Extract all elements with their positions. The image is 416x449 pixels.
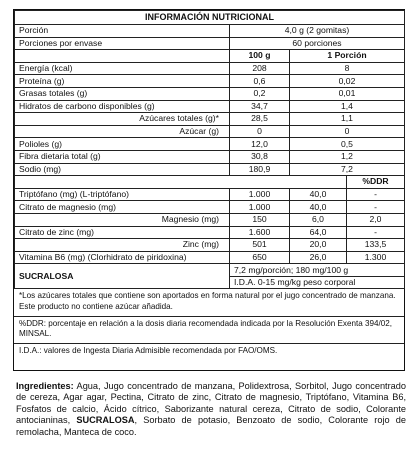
supplement-name: Vitamina B6 (mg) (Clorhidrato de piridoxina) — [15, 251, 230, 264]
ddr-spacer — [230, 176, 290, 189]
value-portion: 8 — [290, 62, 405, 75]
value-100g: 1.000 — [230, 201, 290, 214]
value-100g: 34,7 — [230, 100, 290, 113]
ingredients-sucralosa: SUCRALOSA — [76, 415, 135, 426]
nutrient-row — [15, 75, 405, 88]
nutrition-table — [14, 10, 405, 289]
value-portion: 20,0 — [290, 239, 347, 252]
value-100g: 12,0 — [230, 138, 290, 151]
value-100g: 0,2 — [230, 87, 290, 100]
value-ddr: 1.300 — [347, 251, 405, 264]
value-portion: 64,0 — [290, 226, 347, 239]
nutrient-name: Energía (kcal) — [15, 62, 230, 75]
value-portion: 1,4 — [290, 100, 405, 113]
value-ddr: 133,5 — [347, 239, 405, 252]
value-100g: 1.000 — [230, 188, 290, 201]
value-portion: 0,02 — [290, 75, 405, 88]
supplement-name: Magnesio (mg) — [15, 213, 230, 226]
value-portion: 1,2 — [290, 150, 405, 163]
value-100g: 150 — [230, 213, 290, 226]
value-100g: 30,8 — [230, 150, 290, 163]
ddr-spacer — [15, 176, 230, 189]
supplement-row — [15, 213, 405, 226]
nutrient-name: Azúcares totales (g)* — [15, 113, 230, 126]
footnotes — [14, 289, 404, 356]
value-ddr: - — [347, 188, 405, 201]
value-portion: 7,2 — [290, 163, 405, 176]
ddr-spacer — [290, 176, 347, 189]
sucralosa-value-1: 7,2 mg/porción; 180 mg/100 g — [230, 264, 405, 277]
note-ddr: %DDR: porcentaje en relación a la dosis diaria recomendada indicada por la Resolución Exenta 394/02, MINSAL. — [19, 318, 392, 339]
value-portion: 1,1 — [290, 113, 405, 126]
header-100g: 100 g — [230, 50, 290, 63]
note-sugars: *Los azúcares totales que contiene son aportados en forma natural por el jugo concentrado de manzana. Este producto no contiene azúcar añadida. — [19, 291, 396, 312]
header-portion: 1 Porción — [290, 50, 405, 63]
portions-label: Porciones por envase — [15, 37, 230, 50]
nutrient-name: Grasas totales (g) — [15, 87, 230, 100]
nutrient-row — [15, 125, 405, 138]
ddr-header: %DDR — [347, 176, 405, 189]
value-portion: 0,01 — [290, 87, 405, 100]
nutrient-row — [15, 87, 405, 100]
nutrition-facts-table — [13, 9, 405, 371]
nutrient-name: Hidratos de carbono disponibles (g) — [15, 100, 230, 113]
portion-value: 4,0 g (2 gomitas) — [230, 25, 405, 38]
nutrient-name: Proteína (g) — [15, 75, 230, 88]
value-portion: 26,0 — [290, 251, 347, 264]
table-title: INFORMACIÓN NUTRICIONAL — [15, 11, 405, 25]
nutrient-name: Polioles (g) — [15, 138, 230, 151]
value-portion: 40,0 — [290, 188, 347, 201]
nutrient-row — [15, 113, 405, 126]
value-100g: 501 — [230, 239, 290, 252]
nutrient-name: Sodio (mg) — [15, 163, 230, 176]
value-100g: 28,5 — [230, 113, 290, 126]
value-ddr: 2,0 — [347, 213, 405, 226]
nutrient-row — [15, 163, 405, 176]
portion-label: Porción — [15, 25, 230, 38]
header-empty — [15, 50, 230, 63]
supplement-name: Triptófano (mg) (L-triptófano) — [15, 188, 230, 201]
value-100g: 0,6 — [230, 75, 290, 88]
value-100g: 650 — [230, 251, 290, 264]
ingredients-list-2: , Sorbato de potasio, Benzoato de sodio, Colorante rojo de remolacha, Manteca de coco. — [16, 415, 406, 437]
note-ida: I.D.A.: valores de Ingesta Diaria Admisible recomendada por FAO/OMS. — [19, 345, 278, 355]
nutrient-name: Fibra dietaria total (g) — [15, 150, 230, 163]
value-100g: 0 — [230, 125, 290, 138]
supplement-row — [15, 226, 405, 239]
nutrient-row — [15, 100, 405, 113]
ingredients-label: Ingredientes: — [16, 381, 74, 391]
supplement-name: Citrato de magnesio (mg) — [15, 201, 230, 214]
value-portion: 40,0 — [290, 201, 347, 214]
nutrient-row — [15, 150, 405, 163]
value-100g: 208 — [230, 62, 290, 75]
portions-value: 60 porciones — [230, 37, 405, 50]
value-100g: 1.600 — [230, 226, 290, 239]
value-ddr: - — [347, 201, 405, 214]
ingredients-list-1: Agua, Jugo concentrado de manzana, Polidextrosa, Sorbitol, Jugo concentrado de cereza, Agar agar, Pectina, Citrato de zinc, Citrato de magnesio, Triptófano, Vitamina B6, Fosfatos de calcio, Ácido cítrico, Saborizante natural cereza, Citrato de sodio, Colorante antocianinas, — [16, 381, 406, 426]
nutrient-row — [15, 138, 405, 151]
supplement-row — [15, 201, 405, 214]
value-100g: 180,9 — [230, 163, 290, 176]
nutrient-row — [15, 62, 405, 75]
supplement-row — [15, 251, 405, 264]
supplement-name: Zinc (mg) — [15, 239, 230, 252]
value-portion: 0 — [290, 125, 405, 138]
nutrient-name: Azúcar (g) — [15, 125, 230, 138]
sucralosa-label: SUCRALOSA — [15, 264, 230, 289]
ingredients-text — [16, 381, 406, 438]
value-ddr: - — [347, 226, 405, 239]
sucralosa-value-2: I.D.A. 0-15 mg/kg peso corporal — [230, 276, 405, 289]
supplement-name: Citrato de zinc (mg) — [15, 226, 230, 239]
supplement-row — [15, 188, 405, 201]
value-portion: 0,5 — [290, 138, 405, 151]
supplement-row — [15, 239, 405, 252]
value-portion: 6,0 — [290, 213, 347, 226]
